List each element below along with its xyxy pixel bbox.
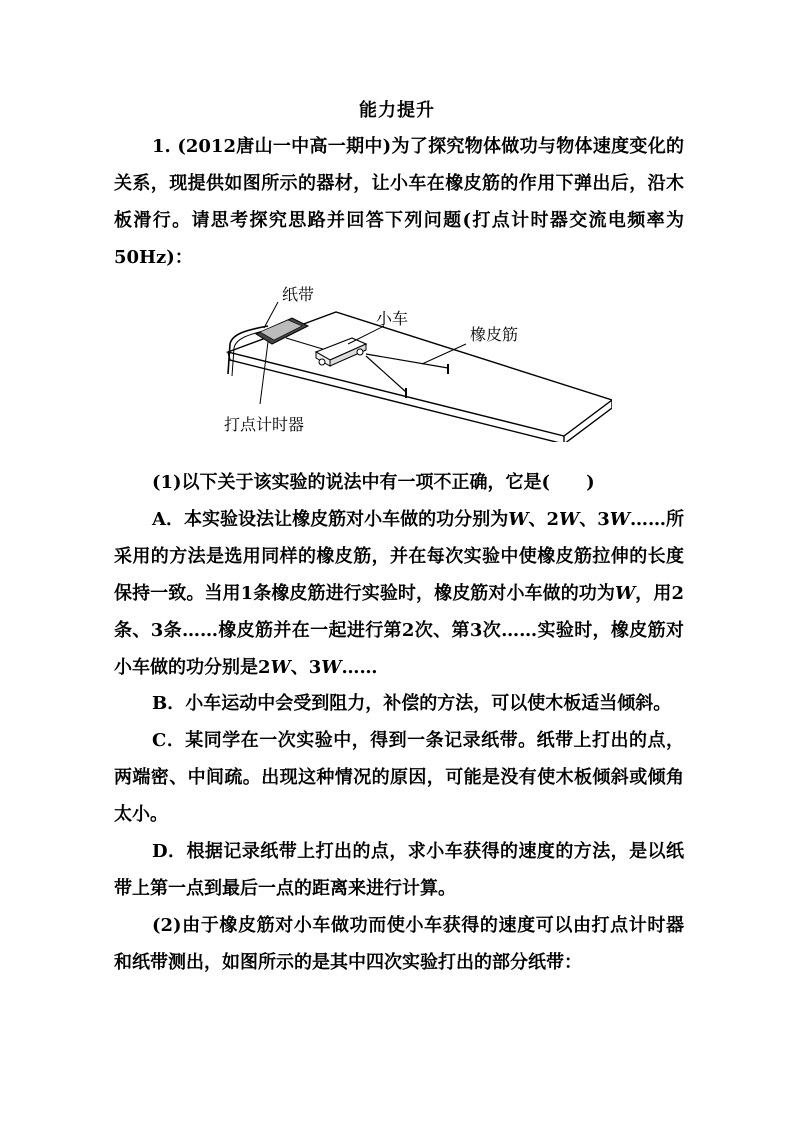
experiment-apparatus-figure — [216, 282, 612, 442]
option-d — [114, 833, 684, 907]
section-title: 能力提升 — [359, 100, 435, 121]
sub-question-1-text: (1)以下关于该实验的说法中有一项不正确，它是( ) — [152, 472, 595, 493]
option-a: A．本实验设法让橡皮筋对小车做的功分别为W、2W、3W……所采用的方法是选用同样的橡皮筋，并在每次实验中使橡皮筋拉伸的长度保持一致。当用1条橡皮筋进行实验时，橡皮筋对小车做的功为W，用2条、3条……橡皮筋并在一起进行第2次、第3次……实验时，橡皮筋对小车做的功分别是2W、3W…… — [114, 509, 685, 678]
option-d-text: D．根据记录纸带上打出的点，求小车获得的速度的方法，是以纸带上第一点到最后一点的距离来进行计算。 — [114, 841, 684, 899]
sub-question-1 — [114, 464, 684, 501]
label-paper-tape: 纸带 — [282, 285, 315, 304]
option-b — [114, 685, 684, 722]
question-1-stem-text: 1. (2012唐山一中高一期中)为了探究物体做功与物体速度变化的关系，现提供如图所示的器材，让小车在橡皮筋的作用下弹出后，沿木板滑行。请思考探究思路并回答下列问题(打点计时器交流电频率为50Hz)： — [114, 136, 684, 268]
sub-question-2 — [114, 907, 684, 981]
option-c-text: C．某同学在一次实验中，得到一条记录纸带。纸带上打出的点，两端密、中间疏。出现这种情况的原因，可能是没有使木板倾斜或倾角太小。 — [114, 730, 684, 825]
label-cart: 小车 — [376, 309, 409, 328]
option-c — [114, 722, 684, 833]
question-1-stem — [114, 128, 684, 276]
option-b-text: B．小车运动中会受到阻力，补偿的方法，可以使木板适当倾斜。 — [152, 693, 672, 714]
label-rubber-band: 橡皮筋 — [470, 325, 519, 344]
label-dot-timer: 打点计时器 — [224, 415, 305, 434]
sub-question-2-text: (2)由于橡皮筋对小车做功而使小车获得的速度可以由打点计时器和纸带测出，如图所示的是其中四次实验打出的部分纸带： — [114, 915, 684, 973]
